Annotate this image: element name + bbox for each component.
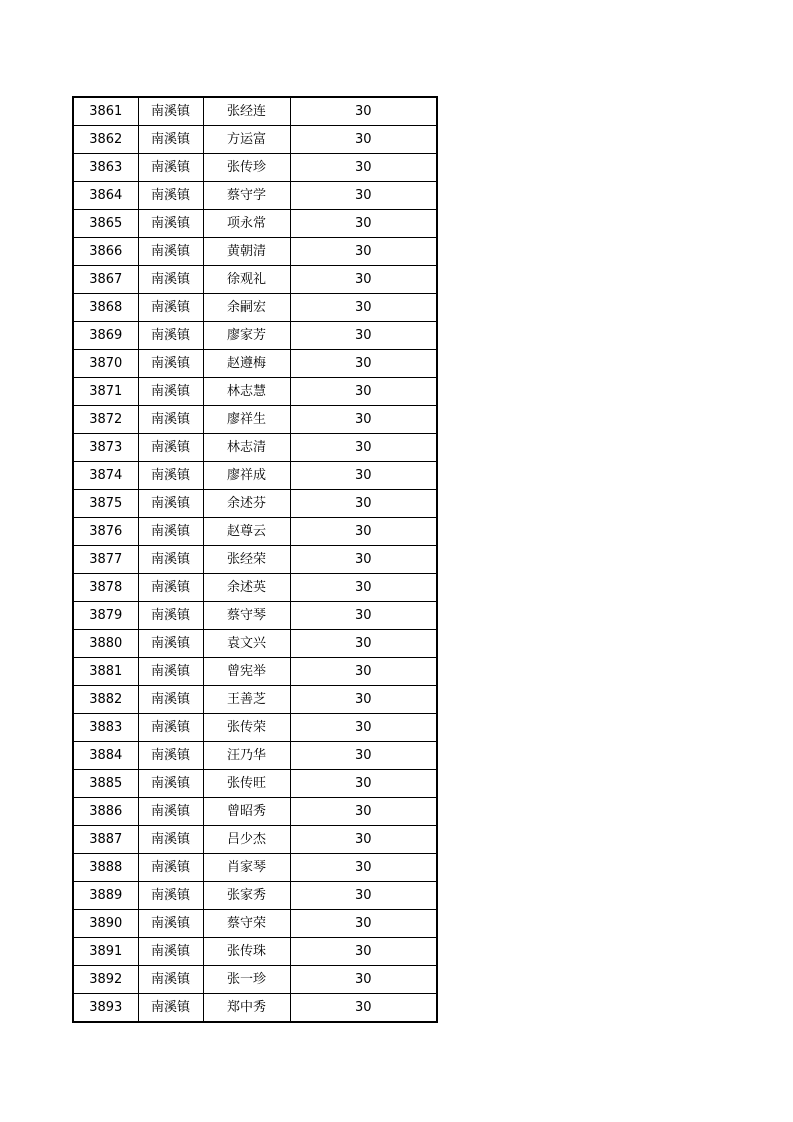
row-number-cell: 3887 xyxy=(73,826,138,854)
table-row xyxy=(73,154,437,182)
amount-cell: 30 xyxy=(290,434,437,462)
town-cell: 南溪镇 xyxy=(138,770,203,798)
amount-cell: 30 xyxy=(290,546,437,574)
name-cell: 林志清 xyxy=(203,434,290,462)
name-cell: 张一珍 xyxy=(203,966,290,994)
table-row xyxy=(73,518,437,546)
row-number-cell: 3885 xyxy=(73,770,138,798)
town-cell: 南溪镇 xyxy=(138,406,203,434)
amount-cell: 30 xyxy=(290,602,437,630)
town-cell: 南溪镇 xyxy=(138,798,203,826)
table-row xyxy=(73,826,437,854)
table-row xyxy=(73,658,437,686)
table-row xyxy=(73,182,437,210)
row-number-cell: 3871 xyxy=(73,378,138,406)
row-number-cell: 3881 xyxy=(73,658,138,686)
amount-cell: 30 xyxy=(290,238,437,266)
table-row xyxy=(73,966,437,994)
amount-cell: 30 xyxy=(290,322,437,350)
table-row xyxy=(73,630,437,658)
name-cell: 徐观礼 xyxy=(203,266,290,294)
name-cell: 项永常 xyxy=(203,210,290,238)
amount-cell: 30 xyxy=(290,350,437,378)
row-number-cell: 3870 xyxy=(73,350,138,378)
amount-cell: 30 xyxy=(290,798,437,826)
amount-cell: 30 xyxy=(290,294,437,322)
data-table xyxy=(72,96,438,1023)
name-cell: 肖家琴 xyxy=(203,854,290,882)
row-number-cell: 3892 xyxy=(73,966,138,994)
name-cell: 吕少杰 xyxy=(203,826,290,854)
town-cell: 南溪镇 xyxy=(138,266,203,294)
amount-cell: 30 xyxy=(290,182,437,210)
row-number-cell: 3874 xyxy=(73,462,138,490)
town-cell: 南溪镇 xyxy=(138,630,203,658)
table-row xyxy=(73,882,437,910)
table-row xyxy=(73,266,437,294)
amount-cell: 30 xyxy=(290,462,437,490)
name-cell: 张经荣 xyxy=(203,546,290,574)
table-row xyxy=(73,910,437,938)
row-number-cell: 3868 xyxy=(73,294,138,322)
amount-cell: 30 xyxy=(290,266,437,294)
town-cell: 南溪镇 xyxy=(138,826,203,854)
table-row xyxy=(73,490,437,518)
town-cell: 南溪镇 xyxy=(138,434,203,462)
row-number-cell: 3879 xyxy=(73,602,138,630)
amount-cell: 30 xyxy=(290,966,437,994)
row-number-cell: 3861 xyxy=(73,97,138,126)
town-cell: 南溪镇 xyxy=(138,322,203,350)
town-cell: 南溪镇 xyxy=(138,490,203,518)
row-number-cell: 3883 xyxy=(73,714,138,742)
amount-cell: 30 xyxy=(290,378,437,406)
town-cell: 南溪镇 xyxy=(138,210,203,238)
row-number-cell: 3877 xyxy=(73,546,138,574)
name-cell: 蔡守琴 xyxy=(203,602,290,630)
name-cell: 蔡守荣 xyxy=(203,910,290,938)
row-number-cell: 3872 xyxy=(73,406,138,434)
amount-cell: 30 xyxy=(290,854,437,882)
amount-cell: 30 xyxy=(290,490,437,518)
table-row xyxy=(73,294,437,322)
amount-cell: 30 xyxy=(290,770,437,798)
table-row xyxy=(73,210,437,238)
row-number-cell: 3864 xyxy=(73,182,138,210)
row-number-cell: 3862 xyxy=(73,126,138,154)
town-cell: 南溪镇 xyxy=(138,126,203,154)
row-number-cell: 3869 xyxy=(73,322,138,350)
row-number-cell: 3878 xyxy=(73,574,138,602)
town-cell: 南溪镇 xyxy=(138,350,203,378)
table-row xyxy=(73,574,437,602)
table-row xyxy=(73,378,437,406)
table-row xyxy=(73,97,437,126)
name-cell: 张传珍 xyxy=(203,154,290,182)
row-number-cell: 3884 xyxy=(73,742,138,770)
town-cell: 南溪镇 xyxy=(138,238,203,266)
amount-cell: 30 xyxy=(290,97,437,126)
name-cell: 汪乃华 xyxy=(203,742,290,770)
amount-cell: 30 xyxy=(290,686,437,714)
name-cell: 余嗣宏 xyxy=(203,294,290,322)
amount-cell: 30 xyxy=(290,406,437,434)
row-number-cell: 3866 xyxy=(73,238,138,266)
table-row xyxy=(73,546,437,574)
row-number-cell: 3889 xyxy=(73,882,138,910)
table-row xyxy=(73,714,437,742)
amount-cell: 30 xyxy=(290,154,437,182)
name-cell: 曾昭秀 xyxy=(203,798,290,826)
name-cell: 余述英 xyxy=(203,574,290,602)
table-row xyxy=(73,854,437,882)
town-cell: 南溪镇 xyxy=(138,602,203,630)
table-row xyxy=(73,770,437,798)
row-number-cell: 3893 xyxy=(73,994,138,1023)
town-cell: 南溪镇 xyxy=(138,910,203,938)
town-cell: 南溪镇 xyxy=(138,714,203,742)
name-cell: 林志慧 xyxy=(203,378,290,406)
amount-cell: 30 xyxy=(290,742,437,770)
table-row xyxy=(73,602,437,630)
town-cell: 南溪镇 xyxy=(138,378,203,406)
name-cell: 王善芝 xyxy=(203,686,290,714)
name-cell: 廖家芳 xyxy=(203,322,290,350)
town-cell: 南溪镇 xyxy=(138,294,203,322)
row-number-cell: 3873 xyxy=(73,434,138,462)
row-number-cell: 3865 xyxy=(73,210,138,238)
row-number-cell: 3891 xyxy=(73,938,138,966)
name-cell: 张家秀 xyxy=(203,882,290,910)
name-cell: 方运富 xyxy=(203,126,290,154)
table-row xyxy=(73,462,437,490)
name-cell: 廖祥生 xyxy=(203,406,290,434)
town-cell: 南溪镇 xyxy=(138,97,203,126)
table-row xyxy=(73,126,437,154)
table-row xyxy=(73,994,437,1023)
table-row xyxy=(73,434,437,462)
table-row xyxy=(73,406,437,434)
amount-cell: 30 xyxy=(290,574,437,602)
amount-cell: 30 xyxy=(290,714,437,742)
town-cell: 南溪镇 xyxy=(138,854,203,882)
table-row xyxy=(73,238,437,266)
name-cell: 张传旺 xyxy=(203,770,290,798)
amount-cell: 30 xyxy=(290,938,437,966)
row-number-cell: 3880 xyxy=(73,630,138,658)
town-cell: 南溪镇 xyxy=(138,574,203,602)
table-body xyxy=(73,97,437,1022)
amount-cell: 30 xyxy=(290,994,437,1023)
name-cell: 黄朝清 xyxy=(203,238,290,266)
amount-cell: 30 xyxy=(290,518,437,546)
town-cell: 南溪镇 xyxy=(138,742,203,770)
table-row xyxy=(73,686,437,714)
row-number-cell: 3876 xyxy=(73,518,138,546)
row-number-cell: 3890 xyxy=(73,910,138,938)
town-cell: 南溪镇 xyxy=(138,658,203,686)
name-cell: 张传珠 xyxy=(203,938,290,966)
town-cell: 南溪镇 xyxy=(138,182,203,210)
name-cell: 赵尊云 xyxy=(203,518,290,546)
name-cell: 曾宪举 xyxy=(203,658,290,686)
row-number-cell: 3875 xyxy=(73,490,138,518)
town-cell: 南溪镇 xyxy=(138,686,203,714)
amount-cell: 30 xyxy=(290,210,437,238)
row-number-cell: 3867 xyxy=(73,266,138,294)
amount-cell: 30 xyxy=(290,630,437,658)
name-cell: 余述芬 xyxy=(203,490,290,518)
town-cell: 南溪镇 xyxy=(138,462,203,490)
name-cell: 郑中秀 xyxy=(203,994,290,1023)
row-number-cell: 3863 xyxy=(73,154,138,182)
name-cell: 张经连 xyxy=(203,97,290,126)
amount-cell: 30 xyxy=(290,910,437,938)
town-cell: 南溪镇 xyxy=(138,154,203,182)
name-cell: 张传荣 xyxy=(203,714,290,742)
table-row xyxy=(73,322,437,350)
row-number-cell: 3886 xyxy=(73,798,138,826)
amount-cell: 30 xyxy=(290,126,437,154)
name-cell: 廖祥成 xyxy=(203,462,290,490)
town-cell: 南溪镇 xyxy=(138,938,203,966)
town-cell: 南溪镇 xyxy=(138,882,203,910)
town-cell: 南溪镇 xyxy=(138,966,203,994)
row-number-cell: 3882 xyxy=(73,686,138,714)
town-cell: 南溪镇 xyxy=(138,994,203,1023)
table-row xyxy=(73,350,437,378)
town-cell: 南溪镇 xyxy=(138,518,203,546)
name-cell: 袁文兴 xyxy=(203,630,290,658)
name-cell: 蔡守学 xyxy=(203,182,290,210)
row-number-cell: 3888 xyxy=(73,854,138,882)
table-row xyxy=(73,798,437,826)
amount-cell: 30 xyxy=(290,658,437,686)
amount-cell: 30 xyxy=(290,882,437,910)
town-cell: 南溪镇 xyxy=(138,546,203,574)
table-row xyxy=(73,742,437,770)
name-cell: 赵遵梅 xyxy=(203,350,290,378)
amount-cell: 30 xyxy=(290,826,437,854)
table-row xyxy=(73,938,437,966)
